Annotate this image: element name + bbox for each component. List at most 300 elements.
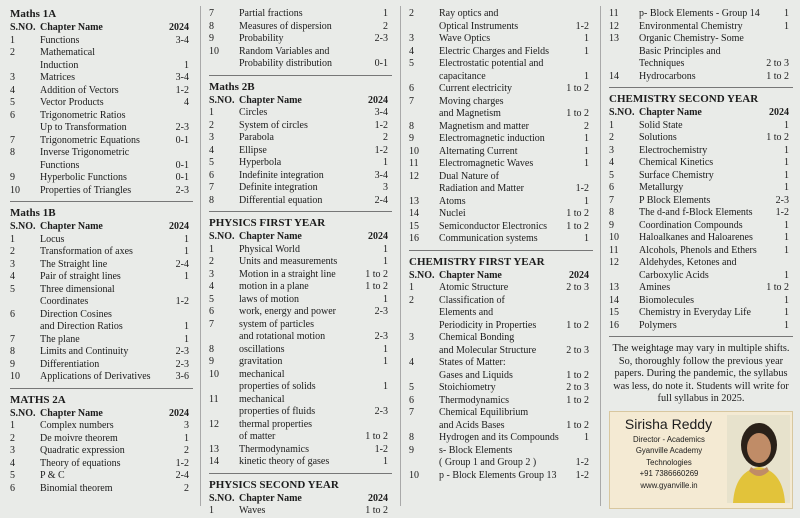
chapter-cell: Current electricity — [439, 83, 513, 94]
table-row — [209, 269, 392, 282]
chapter-cell: Direction Cosines — [40, 308, 112, 320]
table-row — [10, 147, 193, 160]
table-row — [409, 420, 593, 433]
weightage-cell: 1 to 2 — [566, 369, 589, 381]
serial-cell — [409, 71, 439, 84]
chapter-cell: Electromagnetic Waves — [439, 158, 534, 169]
weightage-cell: 1 — [383, 157, 388, 168]
table-row — [609, 46, 793, 59]
table-row — [609, 245, 793, 258]
serial-cell: 3 — [10, 72, 15, 83]
chapter-cell: Haloalkanes and Haloarenes — [639, 232, 753, 243]
table-row — [609, 220, 793, 233]
weightage-cell: 2 — [383, 20, 388, 32]
table-row — [409, 382, 593, 395]
chapter-cell: Thermodynamics — [439, 394, 509, 406]
header-cell: 2024 — [368, 231, 388, 242]
weightage-cell: 1-2 — [175, 296, 189, 307]
weightage-cell: 1 to 2 — [566, 319, 589, 331]
chapter-cell: Applications of Derivatives — [40, 371, 151, 382]
serial-cell — [209, 331, 239, 344]
weightage-cell: 1 — [383, 343, 388, 355]
table-header — [409, 270, 593, 283]
table-row — [10, 359, 193, 372]
serial-cell — [409, 457, 439, 470]
table-row — [209, 157, 392, 170]
chapter-cell: The plane — [40, 333, 80, 345]
chapter-cell: and Molecular Structure — [439, 344, 537, 356]
table-header — [209, 493, 392, 506]
weightage-cell — [189, 147, 193, 160]
table-row — [209, 444, 392, 457]
weightage-cell: 1 — [184, 233, 189, 245]
table-row — [409, 196, 593, 209]
table-row — [209, 33, 392, 46]
weightage-cell: 1 — [584, 195, 589, 207]
chapter-cell: Random Variables and — [239, 45, 330, 57]
table-row — [209, 170, 392, 183]
chapter-cell: Indefinite integration — [239, 169, 324, 181]
serial-cell: 7 — [209, 8, 214, 19]
table-row — [209, 107, 392, 120]
serial-cell — [10, 321, 40, 334]
table-row — [10, 334, 193, 347]
chapter-cell: Binomial theorem — [40, 482, 113, 494]
serial-cell — [409, 370, 439, 383]
chapter-cell: Atomic Structure — [439, 282, 509, 293]
table-row — [209, 145, 392, 158]
weightage-cell: 3-4 — [175, 34, 189, 46]
serial-cell — [209, 381, 239, 394]
serial-cell: 4 — [209, 281, 214, 292]
weightage-cell: 1-2 — [175, 457, 189, 469]
chapter-cell: Parabola — [239, 132, 274, 143]
table-row — [409, 307, 593, 320]
serial-cell: 10 — [209, 368, 219, 380]
table-row — [10, 185, 193, 198]
serial-cell: 8 — [409, 120, 414, 132]
serial-cell: 8 — [209, 343, 214, 355]
chapter-cell: Limits and Continuity — [40, 346, 129, 357]
section-title: Maths 1B — [10, 207, 56, 219]
serial-cell — [409, 420, 439, 433]
chapter-cell: capacitance — [439, 70, 486, 82]
section-physics-second-year — [209, 479, 392, 518]
weightage-cell — [589, 357, 593, 370]
weightage-cell: 1 — [184, 59, 189, 71]
column-divider — [400, 6, 401, 506]
table-row — [10, 47, 193, 60]
serial-cell: 13 — [609, 33, 619, 44]
chapter-cell: Carboxylic Acids — [639, 269, 709, 281]
serial-cell — [609, 58, 639, 71]
chapter-cell: and Acids Bases — [439, 419, 505, 431]
table-row — [409, 432, 593, 445]
weightage-cell: 3 — [383, 182, 388, 193]
weightage-cell: 0-1 — [374, 58, 388, 69]
table-row — [609, 170, 793, 183]
weightage-cell: 1 to 2 — [365, 505, 388, 516]
serial-cell: 4 — [609, 157, 614, 168]
serial-cell: 16 — [409, 233, 419, 244]
serial-cell: 7 — [209, 182, 214, 193]
chapter-cell: Wave Optics — [439, 33, 491, 44]
table-row — [409, 395, 593, 408]
serial-cell: 3 — [10, 445, 15, 456]
table-row — [609, 33, 793, 46]
weightage-cell: 2-3 — [175, 346, 189, 357]
chapter-cell: and Magnetism — [439, 108, 501, 119]
chapter-cell: Locus — [40, 233, 65, 245]
serial-cell: 3 — [10, 258, 15, 270]
chapter-cell: Nuclei — [439, 208, 466, 219]
chapter-cell: gravitation — [239, 356, 283, 367]
chapter-cell: Circles — [239, 107, 268, 118]
chapter-cell: Pair of straight lines — [40, 271, 121, 282]
serial-cell: 7 — [10, 134, 15, 146]
weightage-cell — [589, 295, 593, 308]
weightage-cell: 1 — [584, 233, 589, 244]
table-row — [409, 282, 593, 295]
serial-cell: 11 — [409, 158, 419, 169]
weightage-cell — [589, 445, 593, 458]
table-row — [10, 110, 193, 123]
section-title: CHEMISTRY SECOND YEAR — [609, 93, 759, 105]
serial-cell: 9 — [209, 33, 214, 44]
contact-details — [614, 434, 724, 492]
table-row — [209, 319, 392, 332]
weightage-cell: 1 — [784, 219, 789, 231]
table-row — [209, 406, 392, 419]
chapter-cell: Semiconductor Electronics — [439, 220, 548, 232]
table-row — [409, 71, 593, 84]
chapter-cell: P & C — [40, 470, 65, 481]
weightage-cell: 1 to 2 — [566, 208, 589, 219]
serial-cell — [609, 270, 639, 283]
section-title: Maths 1A — [10, 8, 57, 20]
table-row — [10, 433, 193, 446]
chapter-cell: work, energy and power — [239, 306, 337, 317]
column-1 — [10, 8, 193, 495]
table-row — [209, 394, 392, 407]
weightage-cell: 1 — [784, 20, 789, 32]
table-row — [409, 33, 593, 46]
weightage-cell — [388, 394, 392, 407]
contact-name: Sirisha Reddy — [624, 415, 713, 432]
contact-line: Gyanville Academy — [635, 446, 703, 455]
weightage-cell — [189, 110, 193, 123]
serial-cell: 13 — [609, 282, 619, 293]
header-cell: S.NO. — [209, 94, 235, 106]
table-row — [409, 370, 593, 383]
chapter-cell: Amines — [639, 282, 671, 293]
serial-cell: 10 — [10, 184, 20, 196]
weightage-cell: 3 — [184, 420, 189, 431]
weightage-cell: 1 — [184, 333, 189, 345]
serial-cell: 5 — [209, 293, 214, 305]
serial-cell: 1 — [10, 233, 15, 245]
chapter-cell: Transformation of axes — [40, 246, 133, 257]
table-row — [209, 306, 392, 319]
weightage-cell: 1-2 — [575, 457, 589, 468]
serial-cell: 12 — [609, 20, 619, 32]
weightage-cell: 2 to 3 — [566, 282, 589, 293]
chapter-cell: Measures of dispersion — [239, 20, 332, 32]
table-row — [209, 431, 392, 444]
column-4 — [609, 8, 793, 509]
weightage-cell: 1 to 2 — [365, 281, 388, 292]
serial-cell: 4 — [10, 457, 15, 469]
table-row — [409, 320, 593, 333]
chapter-cell: Classification of — [439, 294, 505, 306]
weightage-cell — [589, 8, 593, 21]
chapter-cell: Organic Chemistry- Some — [639, 33, 744, 44]
table-row — [209, 281, 392, 294]
table-row — [609, 182, 793, 195]
header-cell: S.NO. — [209, 231, 235, 242]
header-cell: Chapter Name — [40, 22, 103, 33]
table-row — [10, 458, 193, 471]
table-row — [10, 284, 193, 297]
serial-cell: 9 — [409, 133, 414, 144]
weightage-cell: 1 — [383, 8, 388, 19]
header-cell: S.NO. — [209, 492, 235, 504]
table-row — [10, 445, 193, 458]
table-row — [209, 419, 392, 432]
table-row — [10, 172, 193, 185]
chapter-cell: Metallurgy — [639, 182, 684, 193]
serial-cell: 6 — [209, 306, 214, 317]
section-physics-second-year-continued — [409, 8, 593, 246]
table-header — [10, 221, 193, 234]
weightage-cell: 2-4 — [374, 194, 388, 206]
serial-cell: 2 — [10, 47, 15, 58]
table-header — [209, 95, 392, 108]
table-header — [10, 408, 193, 421]
serial-cell: 9 — [10, 172, 15, 183]
chapter-cell: Stoichiometry — [439, 382, 496, 393]
serial-cell: 5 — [609, 169, 614, 181]
weightage-cell: 2 to 3 — [766, 58, 789, 69]
serial-cell: 14 — [609, 294, 619, 306]
contact-line: +91 7386660269 — [639, 469, 699, 478]
serial-cell: 10 — [409, 469, 419, 481]
serial-cell: 7 — [10, 333, 15, 345]
header-cell: Chapter Name — [439, 269, 502, 281]
weightage-cell — [388, 319, 392, 332]
serial-cell: 13 — [409, 195, 419, 207]
table-row — [409, 233, 593, 246]
weightage-cell: 1-2 — [575, 183, 589, 194]
section-title: PHYSICS SECOND YEAR — [209, 478, 339, 491]
column-divider — [600, 6, 601, 506]
chapter-cell: Ray optics and — [439, 8, 499, 19]
section-title: Maths 2B — [209, 80, 255, 93]
serial-cell: 4 — [10, 84, 15, 96]
chapter-cell: Techniques — [639, 58, 685, 69]
chapter-cell: Electrochemistry — [639, 144, 708, 156]
serial-cell: 14 — [609, 70, 619, 82]
weightage-cell: 1 — [383, 456, 388, 467]
header-cell: 2024 — [368, 492, 388, 504]
table-row — [209, 120, 392, 133]
table-row — [209, 182, 392, 195]
serial-cell: 2 — [209, 256, 214, 267]
chapter-cell: Probability distribution — [239, 58, 333, 69]
table-row — [609, 232, 793, 245]
serial-cell: 5 — [10, 470, 15, 481]
chapter-cell: Up to Transformation — [40, 122, 127, 133]
header-cell: 2024 — [169, 407, 189, 419]
section-divider — [209, 211, 392, 212]
header-cell: Chapter Name — [239, 492, 302, 504]
table-row — [609, 132, 793, 145]
serial-cell: 1 — [209, 505, 214, 516]
serial-cell: 11 — [209, 393, 219, 405]
table-row — [409, 96, 593, 109]
table-row — [409, 133, 593, 146]
chapter-cell: Hydrocarbons — [639, 70, 696, 82]
section-maths2a-continued — [209, 8, 392, 71]
serial-cell: 14 — [409, 208, 419, 219]
serial-cell: 5 — [10, 283, 15, 295]
weightage-cell: 2 — [383, 132, 388, 143]
serial-cell: 3 — [609, 144, 614, 156]
serial-cell: 3 — [409, 33, 414, 44]
weightage-cell: 1 to 2 — [566, 394, 589, 406]
chapter-cell: P Block Elements — [639, 194, 711, 206]
chapter-cell: Magnetism and matter — [439, 120, 529, 132]
serial-cell — [409, 21, 439, 34]
serial-cell: 7 — [209, 318, 214, 330]
table-row — [409, 345, 593, 358]
table-row — [409, 158, 593, 171]
weightage-cell: 2 — [184, 445, 189, 456]
serial-cell — [10, 296, 40, 309]
table-row — [10, 259, 193, 272]
chapter-cell: and rotational motion — [239, 331, 326, 342]
header-cell: 2024 — [169, 221, 189, 232]
weightage-cell: 2 — [184, 482, 189, 494]
chapter-cell: Gases and Liquids — [439, 369, 513, 381]
table-row — [209, 331, 392, 344]
section-title: MATHS 2A — [10, 393, 66, 406]
chapter-cell: oscillations — [239, 343, 285, 355]
weightage-cell: 1 — [784, 269, 789, 281]
weightage-cell: 1 — [584, 70, 589, 82]
weightage-cell: 1 — [184, 271, 189, 282]
header-cell: S.NO. — [10, 221, 36, 232]
table-row — [10, 309, 193, 322]
chapter-cell: Physical World — [239, 243, 300, 255]
weightage-cell: 1 to 2 — [566, 419, 589, 431]
chapter-cell: Basic Principles and — [639, 45, 721, 57]
serial-cell: 13 — [209, 443, 219, 455]
table-row — [10, 470, 193, 483]
weightage-cell — [589, 307, 593, 320]
weightage-cell: 4 — [184, 97, 189, 108]
weightage-cell: 3-4 — [374, 169, 388, 181]
serial-cell — [10, 160, 40, 173]
serial-cell: 5 — [409, 382, 414, 393]
serial-cell: 4 — [409, 45, 414, 57]
table-row — [10, 271, 193, 284]
chapter-cell: Inverse Trigonometric — [40, 147, 130, 158]
serial-cell: 2 — [409, 8, 414, 19]
weightage-cell: 3-4 — [175, 72, 189, 83]
weightage-cell: 2-3 — [374, 406, 388, 417]
section-physics-first-year — [209, 217, 392, 469]
table-row — [409, 46, 593, 59]
table-row — [409, 407, 593, 420]
weightage-cell: 2-4 — [175, 258, 189, 270]
serial-cell — [409, 320, 439, 333]
chapter-cell: Hydrogen and its Compounds — [439, 432, 559, 443]
chapter-cell: Hyperbola — [239, 157, 282, 168]
table-row — [209, 132, 392, 145]
chapter-cell: Communication systems — [439, 233, 538, 244]
table-row — [609, 157, 793, 170]
chapter-cell: p- Block Elements - Group 14 — [639, 8, 760, 19]
table-row — [609, 320, 793, 333]
serial-cell: 1 — [209, 107, 214, 118]
section-title: CHEMISTRY FIRST YEAR — [409, 255, 545, 268]
table-row — [209, 456, 392, 469]
table-row — [209, 58, 392, 71]
table-header — [10, 22, 193, 35]
weightage-cell: 1 — [184, 432, 189, 444]
table-row — [10, 321, 193, 334]
weightage-cell: 2-3 — [374, 331, 388, 342]
header-cell: S.NO. — [10, 407, 36, 419]
table-row — [209, 344, 392, 357]
serial-cell: 9 — [209, 356, 214, 367]
weightage-cell: 1 — [584, 145, 589, 157]
table-row — [609, 282, 793, 295]
table-row — [409, 58, 593, 71]
section-chemistry-second-year — [609, 93, 793, 332]
weightage-cell: 1 — [184, 246, 189, 257]
table-row — [10, 371, 193, 384]
table-row — [609, 295, 793, 308]
chapter-cell: system of particles — [239, 318, 314, 330]
weightage-cell — [589, 58, 593, 71]
table-row — [609, 58, 793, 71]
section-divider — [209, 75, 392, 76]
serial-cell: 1 — [10, 420, 15, 431]
table-row — [409, 183, 593, 196]
serial-cell: 4 — [10, 271, 15, 282]
weightage-cell: 1-2 — [374, 144, 388, 156]
chapter-cell: Partial fractions — [239, 8, 303, 19]
chapter-cell: and Direction Ratios — [40, 321, 123, 332]
weightage-cell: 1 — [383, 293, 388, 305]
weightage-cell: 1 to 2 — [566, 83, 589, 94]
chapter-cell: p - Block Elements Group 13 — [439, 469, 557, 481]
weightage-cell: 3-4 — [374, 107, 388, 118]
table-row — [609, 270, 793, 283]
weightage-note: The weightage may vary in multiple shifts. So, thoroughly follow the previous year papers. During the pandemic, the syllabus was less, do note it. Students will write for full syllabus in 2025. — [612, 343, 790, 404]
table-row — [209, 244, 392, 257]
serial-cell: 11 — [609, 8, 619, 19]
serial-cell: 14 — [209, 456, 219, 467]
header-cell: 2024 — [769, 107, 789, 118]
table-row — [10, 483, 193, 496]
section-divider — [10, 201, 193, 202]
table-row — [609, 307, 793, 320]
chapter-cell: Hyperbolic Functions — [40, 172, 127, 183]
chapter-cell: properties of solids — [239, 381, 316, 392]
